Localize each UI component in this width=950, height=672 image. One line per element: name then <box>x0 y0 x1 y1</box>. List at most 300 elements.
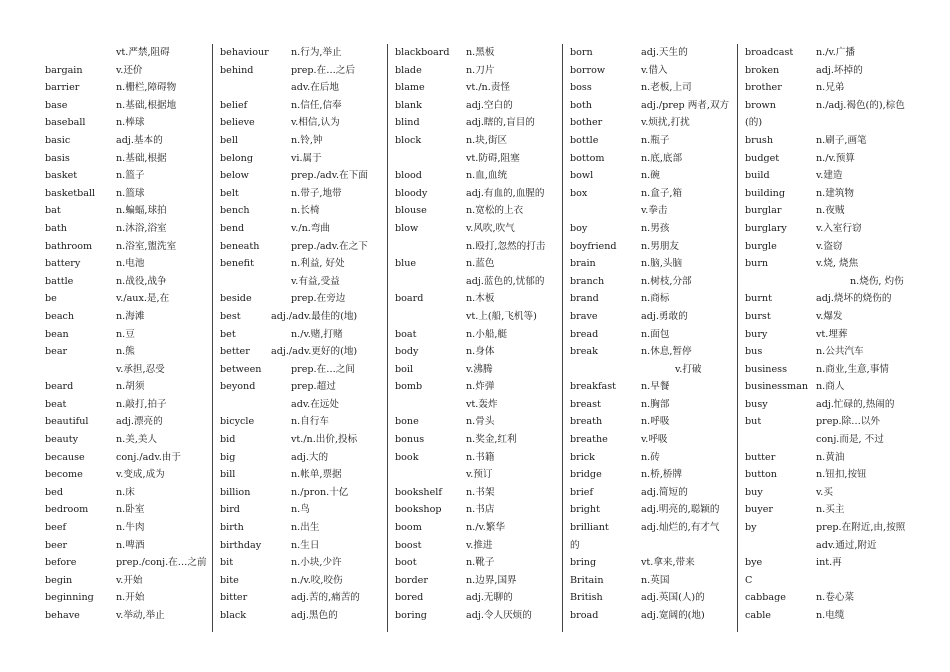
vocab-entry <box>565 396 737 414</box>
vocab-entry <box>215 589 387 607</box>
entry-definition: prep./conj.在…之前 <box>116 557 207 569</box>
entry-word: bid <box>220 434 236 446</box>
entry-word: bird <box>220 504 240 516</box>
entry-definition: n.商标 <box>641 293 670 305</box>
entry-definition: n.书籍 <box>466 451 495 463</box>
vocab-entry <box>390 114 562 132</box>
vocab-entry <box>390 273 562 291</box>
vocab-entry <box>40 449 212 467</box>
entry-definition: n.树枝,分部 <box>641 275 692 287</box>
entry-definition: n.兄弟 <box>816 82 845 94</box>
vocab-entry <box>390 185 562 203</box>
vocab-entry <box>390 167 562 185</box>
entry-definition: vt.严禁,阻碍 <box>116 47 170 58</box>
entry-definition: n.沐浴,浴室 <box>116 222 167 234</box>
entry-definition: n.电池 <box>116 258 145 270</box>
entry-word: between <box>220 363 262 375</box>
vocab-entry <box>215 202 387 220</box>
vocab-entry <box>740 361 912 379</box>
entry-definition: n.利益, 好处 <box>291 258 345 270</box>
entry-definition: adj.宽阔的(地) <box>641 610 705 621</box>
entry-word: blind <box>395 117 420 129</box>
vocab-entry <box>40 396 212 414</box>
vocab-entry <box>215 150 387 168</box>
entry-word: birthday <box>220 539 262 551</box>
vocab-entry <box>740 290 912 308</box>
entry-word: behaviour <box>220 47 269 58</box>
entry-word: begin <box>45 574 73 586</box>
entry-definition: n.熊 <box>116 346 135 358</box>
entry-word: Britain <box>570 574 604 586</box>
entry-definition: n.电缆 <box>816 610 845 621</box>
entry-word: breath <box>570 416 603 428</box>
entry-word: birth <box>220 522 244 534</box>
entry-word: bus <box>745 346 763 358</box>
entry-word: burgle <box>745 240 777 252</box>
entry-word: beyond <box>220 381 256 393</box>
entry-definition: v.推进 <box>466 539 493 551</box>
word-column-2 <box>215 44 388 632</box>
entry-definition: n.买主 <box>816 504 845 516</box>
entry-definition: n.建筑物 <box>816 187 855 199</box>
entry-definition: n./v.繁华 <box>466 522 505 534</box>
entry-definition: v.风吹,吹气 <box>466 222 515 234</box>
entry-definition: n./v.赌,打赌 <box>291 328 343 340</box>
vocab-entry <box>215 238 387 256</box>
vocab-entry <box>740 167 912 185</box>
entry-word: bother <box>570 117 603 129</box>
entry-word: brilliant <box>570 522 609 534</box>
entry-definition: n./v.广播 <box>816 47 855 58</box>
entry-word: border <box>395 574 428 586</box>
entry-definition: adv.在后地 <box>291 82 339 94</box>
vocab-entry <box>40 537 212 555</box>
vocab-entry <box>565 290 737 308</box>
vocab-entry <box>390 202 562 220</box>
entry-definition: n.基础,根据 <box>116 152 167 164</box>
vocab-entry <box>390 519 562 537</box>
entry-word: billion <box>220 486 251 498</box>
entry-word: both <box>570 99 592 111</box>
entry-definition: n.炸弹 <box>466 381 495 393</box>
vocab-entry <box>390 607 562 625</box>
vocab-entry <box>40 238 212 256</box>
entry-word: broken <box>745 64 780 76</box>
entry-definition: n.边界,国界 <box>466 574 517 586</box>
vocab-entry <box>565 501 737 519</box>
entry-word: breast <box>570 398 601 410</box>
entry-definition: n.铃,钟 <box>291 134 323 146</box>
entry-definition: adj.忙碌的,热闹的 <box>816 398 895 410</box>
entry-definition: conj./adv.由于 <box>116 451 181 463</box>
entry-definition: n.黄油 <box>816 451 845 463</box>
entry-definition: prep.在附近,由,按照 <box>816 522 906 534</box>
vocab-entry <box>390 255 562 273</box>
vocab-entry <box>215 378 387 396</box>
entry-word: bell <box>220 134 238 146</box>
entry-word: belt <box>220 187 239 199</box>
entry-definition: v.有益,受益 <box>291 275 340 287</box>
vocab-entry <box>215 484 387 502</box>
vocab-entry <box>565 62 737 80</box>
entry-definition: v.举动,举止 <box>116 610 165 621</box>
vocab-entry <box>565 185 737 203</box>
entry-definition: v.还价 <box>116 64 143 76</box>
entry-word: best <box>220 310 241 322</box>
vocab-entry <box>390 572 562 590</box>
vocab-entry <box>215 220 387 238</box>
vocab-entry <box>215 167 387 185</box>
vocab-entry <box>740 220 912 238</box>
entry-word: busy <box>745 398 768 410</box>
vocab-entry <box>740 308 912 326</box>
entry-word: (的) <box>745 117 763 129</box>
entry-word: bed <box>45 486 63 498</box>
entry-word: brown <box>745 99 776 111</box>
vocab-entry <box>565 343 737 361</box>
entry-definition: n.棒球 <box>116 117 145 129</box>
entry-definition: n.宽松的上衣 <box>466 205 524 217</box>
vocab-entry <box>565 97 737 115</box>
entry-word: buy <box>745 486 763 498</box>
vocab-entry <box>40 114 212 132</box>
entry-word: book <box>395 451 419 463</box>
entry-definition: n.桥,桥牌 <box>641 469 683 481</box>
vocab-entry <box>740 79 912 97</box>
vocab-entry <box>740 413 912 431</box>
vocab-entry <box>740 273 912 291</box>
entry-word: broadcast <box>745 47 794 58</box>
entry-definition: n.瓶子 <box>641 134 670 146</box>
entry-definition: v.烧, 烧焦 <box>816 258 859 270</box>
entry-word: businessman <box>745 381 809 393</box>
entry-word: boat <box>395 328 417 340</box>
entry-definition: n.书架 <box>466 486 495 498</box>
vocab-entry <box>390 589 562 607</box>
entry-definition: prep.除…以外 <box>816 416 880 428</box>
entry-definition: n.底,底部 <box>641 152 683 164</box>
vocab-entry <box>740 132 912 150</box>
vocab-entry <box>390 290 562 308</box>
entry-word: bench <box>220 205 250 217</box>
entry-word: brick <box>570 451 595 463</box>
entry-word: base <box>45 99 68 111</box>
entry-definition: int.再 <box>816 557 842 569</box>
entry-definition: n./pron.十亿 <box>291 486 349 498</box>
entry-word: because <box>45 451 85 463</box>
vocab-entry <box>740 501 912 519</box>
vocab-entry <box>740 238 912 256</box>
entry-definition: adj.大的 <box>291 451 329 463</box>
entry-definition: n.行为,举止 <box>291 47 342 58</box>
vocab-entry <box>40 167 212 185</box>
entry-word: boring <box>395 610 427 621</box>
entry-word: bet <box>220 328 236 340</box>
entry-word: beneath <box>220 240 260 252</box>
entry-definition: conj.而是, 不过 <box>816 434 884 446</box>
entry-definition: n.靴子 <box>466 557 495 569</box>
vocab-entry <box>40 431 212 449</box>
entry-word: born <box>570 47 593 58</box>
vocab-entry <box>565 202 737 220</box>
vocab-entry <box>40 519 212 537</box>
entry-word: believe <box>220 117 255 129</box>
entry-word: bring <box>570 557 597 569</box>
entry-definition: n.啤酒 <box>116 539 145 551</box>
entry-definition: n.钮扣,按钮 <box>816 469 867 481</box>
entry-definition: adj.简短的 <box>641 486 688 498</box>
entry-word: box <box>570 187 588 199</box>
entry-word: board <box>395 293 424 305</box>
entry-definition: n.战役,战争 <box>116 275 167 287</box>
vocab-entry <box>215 343 387 361</box>
vocab-entry <box>215 326 387 344</box>
entry-word: benefit <box>220 258 254 270</box>
entry-word: bonus <box>395 434 425 446</box>
entry-word: branch <box>570 275 605 287</box>
vocab-entry <box>565 466 737 484</box>
entry-definition: vi.属于 <box>291 152 322 164</box>
vocab-entry <box>215 413 387 431</box>
entry-word: below <box>220 170 249 182</box>
entry-definition: n./v.咬,咬伤 <box>291 574 343 586</box>
entry-definition: n.奖金,红利 <box>466 434 517 446</box>
entry-definition: n.木板 <box>466 293 495 305</box>
vocab-entry <box>740 343 912 361</box>
entry-word: bottom <box>570 152 605 164</box>
entry-definition: n.血,血统 <box>466 170 508 182</box>
entry-word: breakfast <box>570 381 616 393</box>
vocab-entry <box>40 308 212 326</box>
entry-word: battery <box>45 258 81 270</box>
entry-word: big <box>220 451 236 463</box>
entry-word: beard <box>45 381 74 393</box>
vocab-entry <box>390 501 562 519</box>
entry-definition: n.卷心菜 <box>816 592 855 604</box>
entry-definition: n.盒子,箱 <box>641 187 683 199</box>
entry-definition: n.小块,少许 <box>291 557 342 569</box>
entry-definition: vt./n.责怪 <box>466 82 510 94</box>
entry-definition: n.殴打,忽然的打击 <box>466 240 546 252</box>
vocab-entry <box>740 114 912 132</box>
vocab-entry <box>40 44 212 62</box>
entry-word: bathroom <box>45 240 93 252</box>
vocab-entry <box>215 519 387 537</box>
vocab-entry <box>740 554 912 572</box>
entry-word: basket <box>45 170 78 182</box>
entry-word: bend <box>220 222 245 234</box>
entry-word: boy <box>570 222 588 234</box>
entry-word: beat <box>45 398 67 410</box>
vocab-entry <box>215 79 387 97</box>
vocab-entry <box>740 607 912 625</box>
entry-word: but <box>745 416 762 428</box>
entry-word: break <box>570 346 598 358</box>
vocab-entry <box>215 607 387 625</box>
vocab-entry <box>565 150 737 168</box>
entry-word: bottle <box>570 134 599 146</box>
vocab-entry <box>740 449 912 467</box>
word-column-5 <box>740 44 912 632</box>
entry-definition: n.脑,头脑 <box>641 258 683 270</box>
entry-word: barrier <box>45 82 80 94</box>
vocab-entry <box>40 150 212 168</box>
entry-word: battle <box>45 275 74 287</box>
entry-definition: n.黑板 <box>466 47 495 58</box>
entry-word: beach <box>45 310 75 322</box>
entry-definition: n.早餐 <box>641 381 670 393</box>
entry-definition: adj.灿烂的,有才气 <box>641 522 720 534</box>
vocab-entry <box>390 238 562 256</box>
vocab-entry <box>565 308 737 326</box>
vocab-entry <box>215 255 387 273</box>
vocab-entry <box>215 290 387 308</box>
entry-definition: vt.埋葬 <box>816 328 848 340</box>
entry-definition: prep.在…之后 <box>291 64 355 76</box>
vocab-entry <box>565 238 737 256</box>
entry-word: behave <box>45 610 80 621</box>
vocab-entry <box>740 537 912 555</box>
entry-definition: n.栅栏,障碍物 <box>116 82 177 94</box>
entry-definition: v./aux.是,在 <box>116 293 170 305</box>
vocab-entry <box>390 431 562 449</box>
entry-definition: adj.勇敢的 <box>641 310 688 322</box>
entry-definition: adj.明亮的,聪颖的 <box>641 504 720 516</box>
entry-word: burst <box>745 310 771 322</box>
entry-definition: v.烦扰,打扰 <box>641 117 690 129</box>
entry-definition: vt.轰炸 <box>466 398 498 410</box>
vocab-entry <box>40 501 212 519</box>
entry-word: black <box>220 610 247 621</box>
vocab-entry <box>740 519 912 537</box>
entry-word: C <box>745 574 753 586</box>
entry-definition: n.胡须 <box>116 381 145 393</box>
entry-word: behind <box>220 64 254 76</box>
entry-definition: adj.蓝色的,忧郁的 <box>466 275 545 287</box>
entry-definition: n.砖 <box>641 451 660 463</box>
entry-definition: n.男朋友 <box>641 240 680 252</box>
word-column-1 <box>40 44 213 632</box>
entry-word: beauty <box>45 434 78 446</box>
entry-definition: n.基础,根据地 <box>116 99 177 111</box>
entry-word: blackboard <box>395 47 450 58</box>
entry-definition: n.卧室 <box>116 504 145 516</box>
entry-definition: v.沸腾 <box>466 363 493 375</box>
entry-definition: v.变成,成为 <box>116 469 165 481</box>
entry-definition: v.打破 <box>675 363 702 375</box>
entry-word: bitter <box>220 592 248 604</box>
vocab-entry <box>390 449 562 467</box>
entry-definition: adj.有血的,血腥的 <box>466 187 545 199</box>
vocab-entry <box>565 378 737 396</box>
word-column-3 <box>390 44 563 632</box>
entry-definition: n.碗 <box>641 170 660 182</box>
entry-definition: v.呼吸 <box>641 434 668 446</box>
vocab-entry <box>40 220 212 238</box>
entry-word: burnt <box>745 293 772 305</box>
entry-word: borrow <box>570 64 606 76</box>
vocab-entry <box>390 150 562 168</box>
entry-definition: n.小船,艇 <box>466 328 508 340</box>
entry-definition: adj.烧坏的烧伤的 <box>816 293 892 305</box>
entry-definition: n.男孩 <box>641 222 670 234</box>
entry-definition: prep.在…之间 <box>291 363 355 375</box>
entry-definition: adj./adv.最佳的(地) <box>271 310 358 322</box>
entry-word: block <box>395 134 422 146</box>
entry-word: bicycle <box>220 416 255 428</box>
vocab-entry <box>215 572 387 590</box>
vocab-entry <box>40 255 212 273</box>
vocab-entry <box>740 589 912 607</box>
vocab-entry <box>40 589 212 607</box>
entry-definition: v./n.弯曲 <box>291 222 330 234</box>
vocab-entry <box>40 466 212 484</box>
entry-definition: v.承担,忍受 <box>116 363 165 375</box>
entry-word: bomb <box>395 381 423 393</box>
entry-word: body <box>395 346 419 358</box>
entry-definition: vt.上(船,飞机等) <box>466 310 537 322</box>
entry-definition: vt.防碍,阻塞 <box>466 152 520 164</box>
entry-definition: n.牛肉 <box>116 522 145 534</box>
vocab-entry <box>565 114 737 132</box>
entry-definition: n.骨头 <box>466 416 495 428</box>
vocab-entry <box>390 378 562 396</box>
entry-definition: adj./adv.更好的(地) <box>271 346 358 358</box>
vocab-entry <box>740 378 912 396</box>
entry-word: British <box>570 592 603 604</box>
entry-definition: v.开始 <box>116 574 143 586</box>
vocab-entry <box>40 202 212 220</box>
entry-definition: n./v.预算 <box>816 152 855 164</box>
vocab-entry <box>390 484 562 502</box>
vocab-entry <box>40 554 212 572</box>
entry-definition: n.烧伤, 灼伤 <box>850 275 904 287</box>
vocab-entry <box>390 97 562 115</box>
vocab-entry <box>215 396 387 414</box>
entry-definition: n.块,街区 <box>466 134 508 146</box>
entry-word: beef <box>45 522 67 534</box>
entry-definition: adj./prep 两者,双方 <box>641 99 730 111</box>
entry-definition: prep./adv.在下面 <box>291 170 368 182</box>
vocab-entry <box>215 44 387 62</box>
entry-definition: n.长椅 <box>291 205 320 217</box>
entry-word: beside <box>220 293 252 305</box>
vocab-entry <box>40 185 212 203</box>
vocab-entry <box>40 79 212 97</box>
entry-definition: adj.漂亮的 <box>116 416 163 428</box>
vocab-entry <box>215 114 387 132</box>
entry-definition: adv.在远处 <box>291 398 339 410</box>
entry-word: belief <box>220 99 248 111</box>
entry-definition: n.刀片 <box>466 64 495 76</box>
vocab-entry <box>565 589 737 607</box>
entry-word: before <box>45 557 77 569</box>
entry-word: beginning <box>45 592 94 604</box>
vocab-entry <box>40 378 212 396</box>
vocab-entry <box>565 537 737 555</box>
entry-word: button <box>745 469 777 481</box>
vocab-entry <box>215 537 387 555</box>
entry-definition: n.身体 <box>466 346 495 358</box>
entry-definition: v.相信,认为 <box>291 117 340 129</box>
entry-word: bone <box>395 416 419 428</box>
entry-definition: adj.黑色的 <box>291 610 338 621</box>
vocab-entry <box>215 466 387 484</box>
entry-word: bookshelf <box>395 486 442 498</box>
vocab-entry <box>40 62 212 80</box>
vocab-entry <box>565 255 737 273</box>
vocab-entry <box>215 449 387 467</box>
